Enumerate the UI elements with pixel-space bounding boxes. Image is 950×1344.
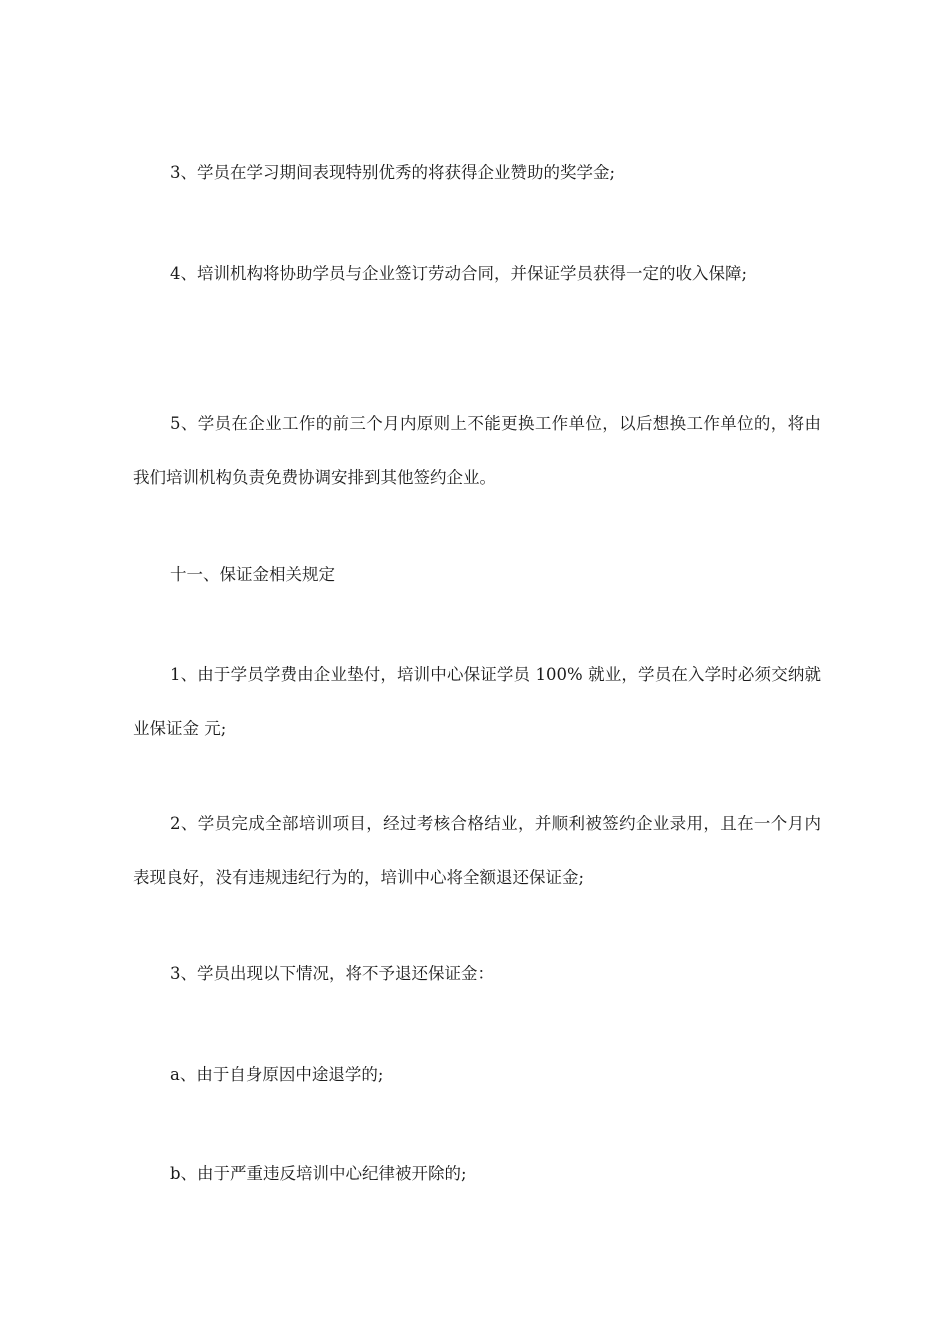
paragraph-no-refund-conditions: 3、学员出现以下情况，将不予退还保证金：	[170, 964, 494, 983]
paragraph-deposit-refund: 2、学员完成全部培训项目，经过考核合格结业，并顺利被签约企业录用，且在一个月内表现良好，没有违规违纪行为的，培训中心将全额退还保证金;	[133, 814, 821, 887]
paragraph-labor-contract: 4、培训机构将协助学员与企业签订劳动合同，并保证学员获得一定的收入保障;	[170, 264, 748, 283]
paragraph-scholarship: 3、学员在学习期间表现特别优秀的将获得企业赞助的奖学金;	[170, 163, 616, 182]
paragraph-deposit-payment: 1、由于学员学费由企业垫付，培训中心保证学员 100% 就业，学员在入学时必须交纳就业保证金 元;	[133, 665, 821, 738]
paragraph-job-change: 5、学员在企业工作的前三个月内原则上不能更换工作单位，以后想换工作单位的，将由我们培训机构负责免费协调安排到其他签约企业。	[133, 414, 821, 487]
list-item-dropout: a、由于自身原因中途退学的;	[170, 1065, 384, 1084]
list-item-expelled: b、由于严重违反培训中心纪律被开除的;	[170, 1164, 467, 1183]
section-heading-deposit: 十一、保证金相关规定	[170, 565, 335, 584]
